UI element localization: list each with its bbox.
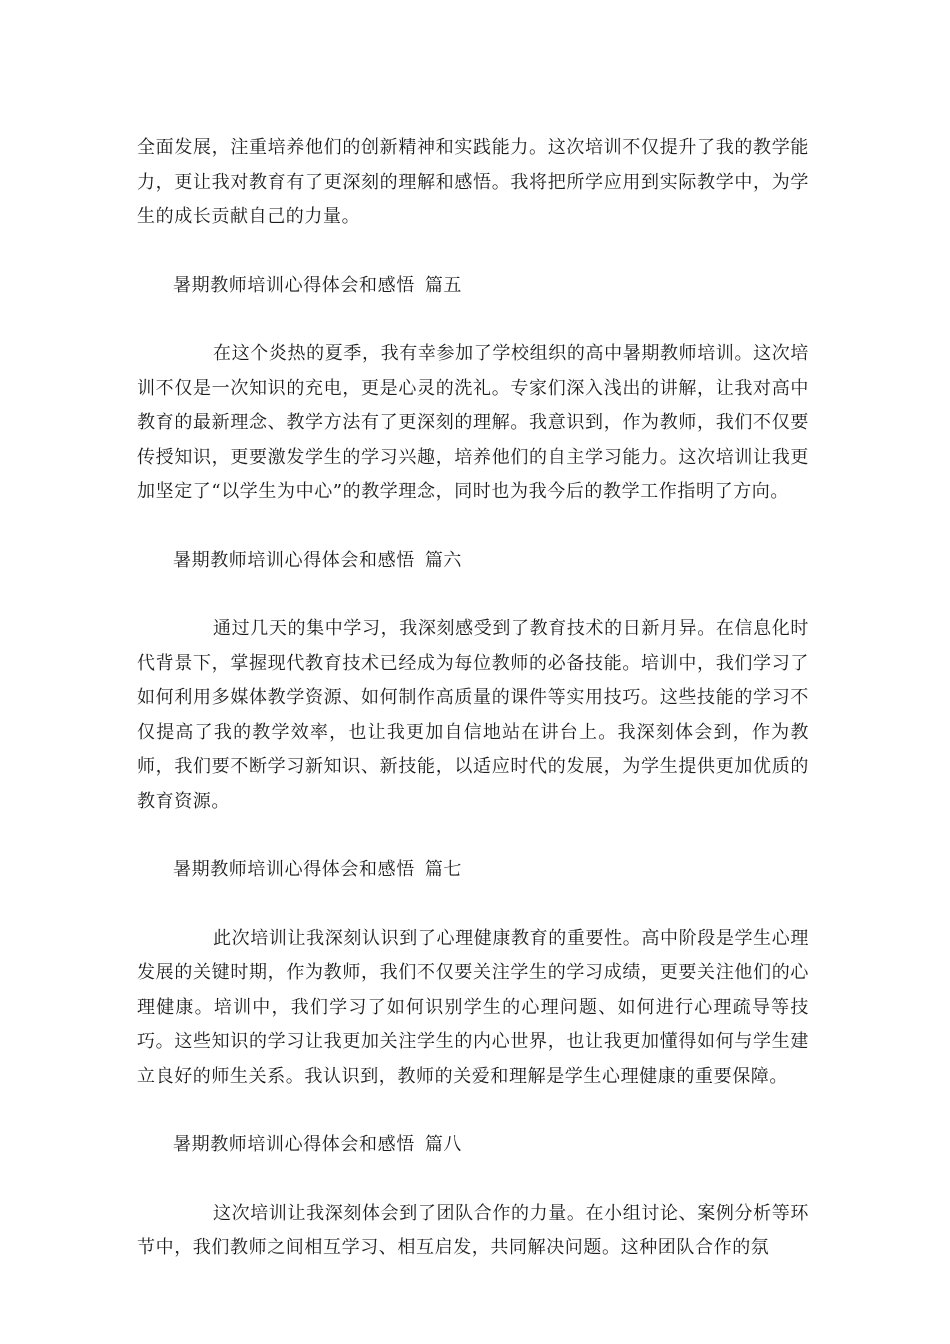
section-title: 暑期教师培训心得体会和感悟	[173, 549, 415, 571]
section-heading-5	[173, 269, 809, 304]
section-label: 篇六	[424, 549, 463, 571]
section-heading-6	[173, 544, 809, 579]
section-title: 暑期教师培训心得体会和感悟	[173, 274, 415, 296]
section-body-8: 这次培训让我深刻体会到了团队合作的力量。在小组讨论、案例分析等环节中，我们教师之间相互学习、相互启发，共同解决问题。这种团队合作的氛	[137, 1202, 809, 1258]
section-body-6: 通过几天的集中学习，我深刻感受到了教育技术的日新月异。在信息化时代背景下，掌握现代教育技术已经成为每位教师的必备技能。培训中，我们学习了如何利用多媒体教学资源、如何制作高质量的课件等实用技巧。这些技能的学习不仅提高了我的教学效率，也让我更加自信地站在讲台上。我深刻体会到，作为教师，我们要不断学习新知识、新技能，以适应时代的发展，为学生提供更加优质的教育资源。	[137, 618, 809, 812]
opening-paragraph: 全面发展，注重培养他们的创新精神和实践能力。这次培训不仅提升了我的教学能力，更让我对教育有了更深刻的理解和感悟。我将把所学应用到实际教学中，为学生的成长贡献自己的力量。	[137, 137, 809, 227]
section-label: 篇五	[424, 274, 463, 296]
section-body-7: 此次培训让我深刻认识到了心理健康教育的重要性。高中阶段是学生心理发展的关键时期，作为教师，我们不仅要关注学生的学习成绩，更要关注他们的心理健康。培训中，我们学习了如何识别学生的心理问题、如何进行心理疏导等技巧。这些知识的学习让我更加关注学生的内心世界，也让我更加懂得如何与学生建立良好的师生关系。我认识到，教师的关爱和理解是学生心理健康的重要保障。	[137, 927, 809, 1087]
section-title: 暑期教师培训心得体会和感悟	[173, 1134, 415, 1155]
section-heading-7	[173, 853, 809, 888]
document-page	[137, 131, 809, 1300]
section-body-5: 在这个炎热的夏季，我有幸参加了学校组织的高中暑期教师培训。这次培训不仅是一次知识的充电，更是心灵的洗礼。专家们深入浅出的讲解，让我对高中教育的最新理念、教学方法有了更深刻的理解。我意识到，作为教师，我们不仅要传授知识，更要激发学生的学习兴趣，培养他们的自主学习能力。这次培训让我更加坚定了“以学生为中心”的教学理念，同时也为我今后的教学工作指明了方向。	[137, 343, 809, 502]
section-label: 篇七	[424, 859, 463, 880]
section-label: 篇八	[424, 1134, 463, 1155]
section-title: 暑期教师培训心得体会和感悟	[173, 859, 415, 880]
section-heading-8	[173, 1128, 809, 1163]
